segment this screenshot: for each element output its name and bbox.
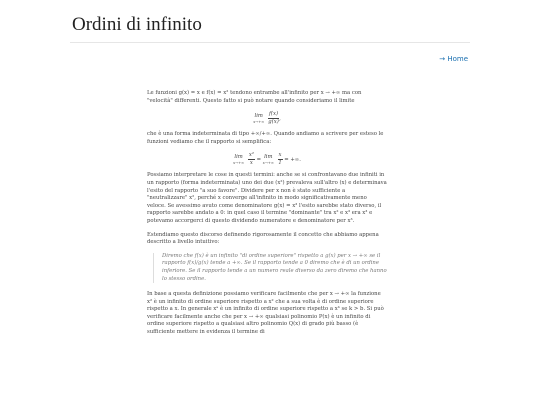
paragraph-consequences: In base a questa definizione possiamo verificare facilmente che per x → +∞ la funzione x² è un infinito di ordine superiore rispetto a x² che a sua volta è di ordine superiore rispetto a x. In generale xᵃ è un infinito di ordine superiore rispetto a xᵇ se k > b. Si può verificare facilmente anche che per x → +∞ qualsiasi polinomio P(x) è un infinito di ordine superiore rispetto a qualsiasi altro polinomio Q(x) di grado più basso (è sufficiente mettere in evidenza il termine di (147, 291, 384, 336)
equation-simplify: lim x→+∞ $\frac{\text{x²}}{x}$ = lim x→+∞ $\frac{x}{1}$ = +∞. (233, 152, 301, 167)
limit-operator: lim x→+∞ (233, 153, 245, 165)
fraction-x2-over-x: $\frac{\text{x²}}{x}$ (248, 152, 254, 167)
home-link[interactable]: → Home (439, 55, 468, 63)
article-body (147, 90, 387, 343)
definition-blockquote: Diremo che f(x) è un infinito "di ordine superiore" rispetto a g(x) per x → +∞ se il rapporto f(x)/g(x) tende a +∞. Se il rapporto tende a 0 diremo che è di un ordine inferiore. Se il rapporto tende a un numero reale diverso da zero diremo che hanno lo stesso ordine. (153, 253, 387, 283)
paragraph-interpretation: Possiamo interpretare le cose in questi termini: anche se si confrontavano due infiniti in un rapporto (forma indeterminata) uno dei due (x²) prevaleva sull'altro (x) e determinava l'esito del rapporto "a suo favore". Dividere per x non è stato sufficiente a "neutralizzare" x², perché x converge all'infinito in modo significativamente meno veloce. Se avessimo avuto come denominatore g(x) = x³ l'esito sarebbe stato diverso, il rapporto sarebbe andato a 0: in quel caso il termine "dominante" tra x² e x³ era x³ e potevamo accorgerci di questo dividendo numeratore e denominatore per x³. (147, 172, 387, 224)
fraction-f-over-g: $\frac{f(x)}{g(x)}$ (268, 111, 279, 126)
title-divider (70, 42, 470, 43)
paragraph-extension: Estendiamo questo discorso definendo rigorosamente il concetto che abbiamo appena descritto a livello intuitivo: (147, 231, 379, 246)
paragraph-intro: Le funzioni g(x) = x e f(x) = x² tendono entrambe all'infinito per x → +∞ ma con "velocità" differenti. Questo fatto si può notare quando consideriamo il limite (147, 90, 362, 104)
equation-limit: lim x→+∞ $\frac{f(x)}{g(x)}$ , (253, 111, 281, 126)
page-title: Ordini di infinito (72, 14, 202, 35)
limit-operator: lim x→+∞ (253, 112, 265, 124)
limit-operator: lim x→+∞ (262, 153, 274, 165)
fraction-x-over-1: $\frac{x}{1}$ (278, 152, 282, 167)
paragraph-indeterminate: che è una forma indeterminata di tipo +∞/+∞. Quando andiamo a scrivere per esteso le funzioni vediamo che il rapporto si semplifica: (147, 131, 384, 145)
